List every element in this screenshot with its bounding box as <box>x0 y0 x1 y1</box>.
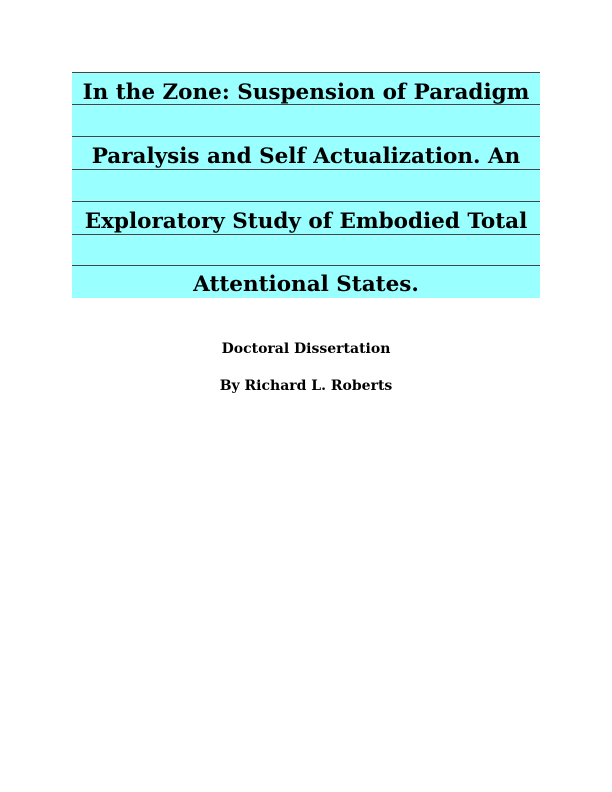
title-block <box>72 72 540 298</box>
rule-line <box>72 234 540 235</box>
document-type: Doctoral Dissertation <box>221 341 391 357</box>
author-line: By Richard L. Roberts <box>219 378 393 394</box>
title-line-2: Paralysis and Self Actualization. An <box>91 144 521 169</box>
title-line-3: Exploratory Study of Embodied Total <box>84 209 528 234</box>
title-line-4: Attentional States. <box>193 272 419 297</box>
rule-line <box>72 104 540 105</box>
title-line-1: In the Zone: Suspension of Paradigm <box>82 80 530 105</box>
rule-line <box>72 169 540 170</box>
